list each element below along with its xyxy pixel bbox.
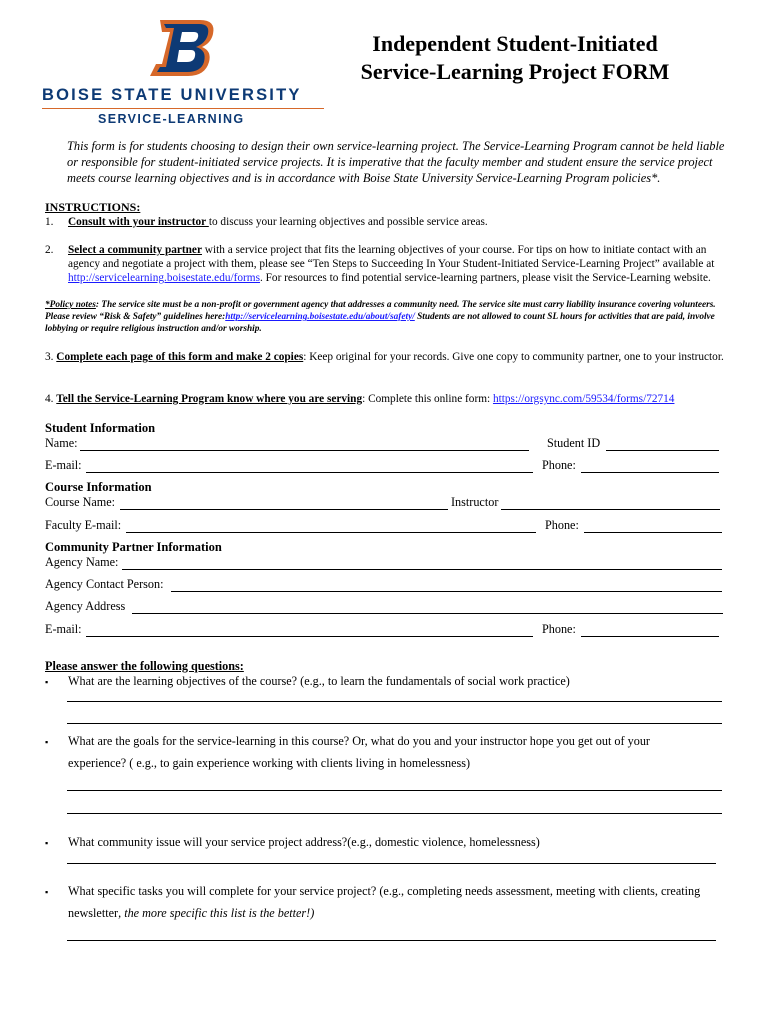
instruction-2-lead: Select a community partner <box>68 244 202 256</box>
partner-email-label: E-mail: <box>45 622 82 636</box>
form-title <box>340 30 690 86</box>
student-id-field[interactable] <box>606 450 719 451</box>
question-4-line-2: newsletter, the more specific this list is the better!) <box>68 906 315 920</box>
instructions-heading: INSTRUCTIONS: <box>45 200 141 214</box>
instruction-1-lead: Consult with your instructor <box>68 216 209 228</box>
bullet-icon: ▪ <box>45 677 49 687</box>
intro-paragraph: This form is for students choosing to design their own service-learning project. The Service-Learning Program cannot be held liable or responsible for student-initiated service projects. It is imperative that the faculty member and student ensure the service project meets course learning objectives and is in accordance with Boise State University Service-Learning Program policies*. <box>67 139 725 185</box>
instructor-field[interactable] <box>501 509 720 510</box>
student-email-field[interactable] <box>86 472 533 473</box>
instruction-3-lead: Complete each page of this form and make 2 copies <box>56 351 304 363</box>
faculty-email-label: Faculty E-mail: <box>45 518 122 532</box>
answer-3-line-1[interactable] <box>67 863 716 864</box>
title-line-1: Independent Student-Initiated <box>372 31 658 56</box>
student-email-label: E-mail: <box>45 458 82 472</box>
faculty-phone-field[interactable] <box>584 532 722 533</box>
agency-contact-label: Agency Contact Person: <box>45 577 164 591</box>
policy-label: *Policy notes <box>45 300 96 310</box>
bullet-icon: ▪ <box>45 737 49 747</box>
student-id-label: Student ID <box>547 436 601 450</box>
instruction-4: 4. Tell the Service-Learning Program know where you are serving: Complete this online form: https://orgsync.com/59534/forms/72714 <box>45 393 675 405</box>
answer-2-line-1[interactable] <box>67 790 722 791</box>
forms-link[interactable]: http://servicelearning.boisestate.edu/forms <box>68 272 260 284</box>
title-line-2: Service-Learning Project FORM <box>360 59 670 84</box>
agency-contact-field[interactable] <box>171 591 722 592</box>
instruction-1: 1. Consult with your instructor to discuss your learning objectives and possible service areas. <box>45 216 488 228</box>
course-name-label: Course Name: <box>45 495 116 509</box>
instructor-label: Instructor <box>451 495 499 509</box>
question-2-line-1: What are the goals for the service-learning in this course? Or, what do you and your instructor hope you get out of your <box>68 734 650 748</box>
partner-email-field[interactable] <box>86 636 533 637</box>
question-4-line-1: What specific tasks you will complete for your service project? (e.g., completing needs assessment, meeting with clients, creating <box>68 884 701 898</box>
safety-link[interactable]: http://servicelearning.boisestate.edu/about/safety/ <box>225 312 415 322</box>
faculty-email-field[interactable] <box>126 532 536 533</box>
question-1: What are the learning objectives of the course? (e.g., to learn the fundamentals of social work practice) <box>68 674 570 688</box>
policy-notes: *Policy notes: The service site must be a non-profit or government agency that addresses a community need. The service site must carry liability insurance covering volunteers. Please review “Risk & Safety” guidelines here:http://servicelearning.boisestate.edu/about/safety/ Students are not allowed to count SL hours for activities that are paid, involve lobbying or require religious instruction and/or worship. <box>45 300 716 334</box>
student-name-label: Name: <box>45 436 78 450</box>
logo-divider <box>42 108 324 109</box>
course-info-heading: Course Information <box>45 480 152 494</box>
instruction-2-num: 2. <box>45 244 54 256</box>
questions-heading: Please answer the following questions: <box>45 659 244 673</box>
answer-2-line-2[interactable] <box>67 813 722 814</box>
university-wordmark: BOISE STATE UNIVERSITY <box>42 86 302 104</box>
question-3: What community issue will your service project address?(e.g., domestic violence, homelessness) <box>68 835 540 849</box>
agency-name-label: Agency Name: <box>45 555 119 569</box>
question-2-line-2: experience? ( e.g., to gain experience working with clients living in homelessness) <box>68 756 471 770</box>
boise-state-b-logo <box>150 18 216 78</box>
program-wordmark: SERVICE-LEARNING <box>98 112 245 126</box>
instruction-3: 3. Complete each page of this form and make 2 copies: Keep original for your records. Give one copy to community partner, one to your instructor. <box>45 351 724 363</box>
course-name-field[interactable] <box>120 509 448 510</box>
answer-1-line-2[interactable] <box>67 723 722 724</box>
partner-info-heading: Community Partner Information <box>45 540 222 554</box>
student-phone-label: Phone: <box>542 458 576 472</box>
agency-address-field[interactable] <box>132 613 723 614</box>
agency-address-label: Agency Address <box>45 599 126 613</box>
student-name-field[interactable] <box>80 450 529 451</box>
answer-4-line-1[interactable] <box>67 940 716 941</box>
student-phone-field[interactable] <box>581 472 719 473</box>
instruction-4-lead: Tell the Service-Learning Program know where you are serving <box>56 393 363 405</box>
answer-1-line-1[interactable] <box>67 701 722 702</box>
student-info-heading: Student Information <box>45 421 156 435</box>
bullet-icon: ▪ <box>45 887 49 897</box>
partner-phone-label: Phone: <box>542 622 576 636</box>
orgsync-link[interactable]: https://orgsync.com/59534/forms/72714 <box>492 393 675 405</box>
agency-name-field[interactable] <box>122 569 722 570</box>
partner-phone-field[interactable] <box>581 636 719 637</box>
faculty-phone-label: Phone: <box>545 518 579 532</box>
bullet-icon: ▪ <box>45 838 49 848</box>
instruction-2: Select a community partner with a service project that fits the learning objectives of your course. For tips on how to initiate contact with an agency and negotiate a project with them, please see “Ten Steps to Succeeding In Your Student-Initiated Service-Learning Project” available at http://servicelearning.boisestate.edu/forms. For resources to find potential service-learning partners, please visit the Service-Learning website. <box>68 244 715 284</box>
